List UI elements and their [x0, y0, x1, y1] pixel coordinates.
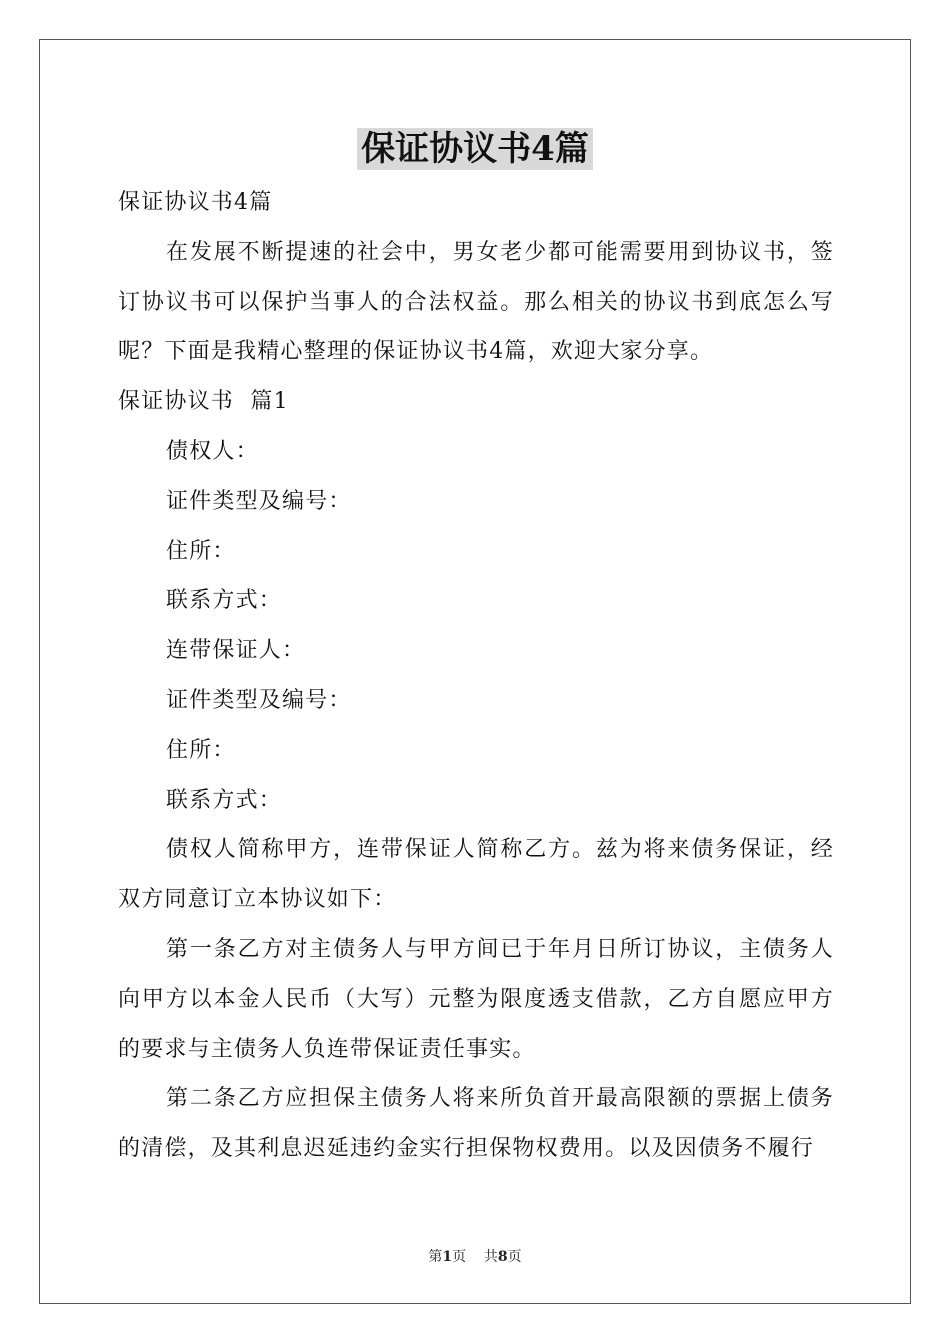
page-footer: [0, 1246, 950, 1266]
paragraph: 联系方式：: [166, 787, 283, 813]
footer-total-pages: 8: [497, 1249, 508, 1265]
paragraph: 债权人：: [166, 438, 259, 464]
paragraph: 证件类型及编号：: [166, 687, 352, 713]
paragraph: 保证协议书 篇1: [118, 389, 289, 415]
paragraph: 联系方式：: [166, 588, 283, 614]
paragraph: 保证协议书4篇: [118, 190, 273, 215]
paragraph: 第一条乙方对主债务人与甲方间已于年月日所订协议，主债务人向甲方以本金人民币（大写）元整为限度透支借款，乙方自愿应甲方的要求与主债务人负连带保证责任事实。: [118, 936, 834, 1062]
paragraph: 住所：: [166, 538, 236, 564]
footer-prefix: 第: [428, 1249, 443, 1265]
paragraph: 证件类型及编号：: [166, 488, 352, 514]
document-body: [118, 178, 834, 1174]
document-title: 保证协议书4篇: [357, 128, 593, 170]
paragraph: 连带保证人：: [166, 638, 306, 664]
paragraph: 债权人简称甲方，连带保证人简称乙方。兹为将来债务保证，经双方同意订立本协议如下：: [118, 837, 834, 913]
paragraph: 住所：: [166, 737, 236, 763]
footer-mid: 页 共: [452, 1249, 498, 1265]
footer-suffix: 页: [507, 1249, 522, 1265]
footer-page-number: 1: [442, 1249, 453, 1265]
paragraph: 第二条乙方应担保主债务人将来所负首开最高限额的票据上债务的清偿，及其利息迟延违约金实行担保物权费用。以及因债务不履行: [118, 1086, 834, 1162]
paragraph: 在发展不断提速的社会中，男女老少都可能需要用到协议书，签订协议书可以保护当事人的合法权益。那么相关的协议书到底怎么写呢？下面是我精心整理的保证协议书4篇，欢迎大家分享。: [118, 239, 834, 365]
title-container: [0, 128, 950, 170]
